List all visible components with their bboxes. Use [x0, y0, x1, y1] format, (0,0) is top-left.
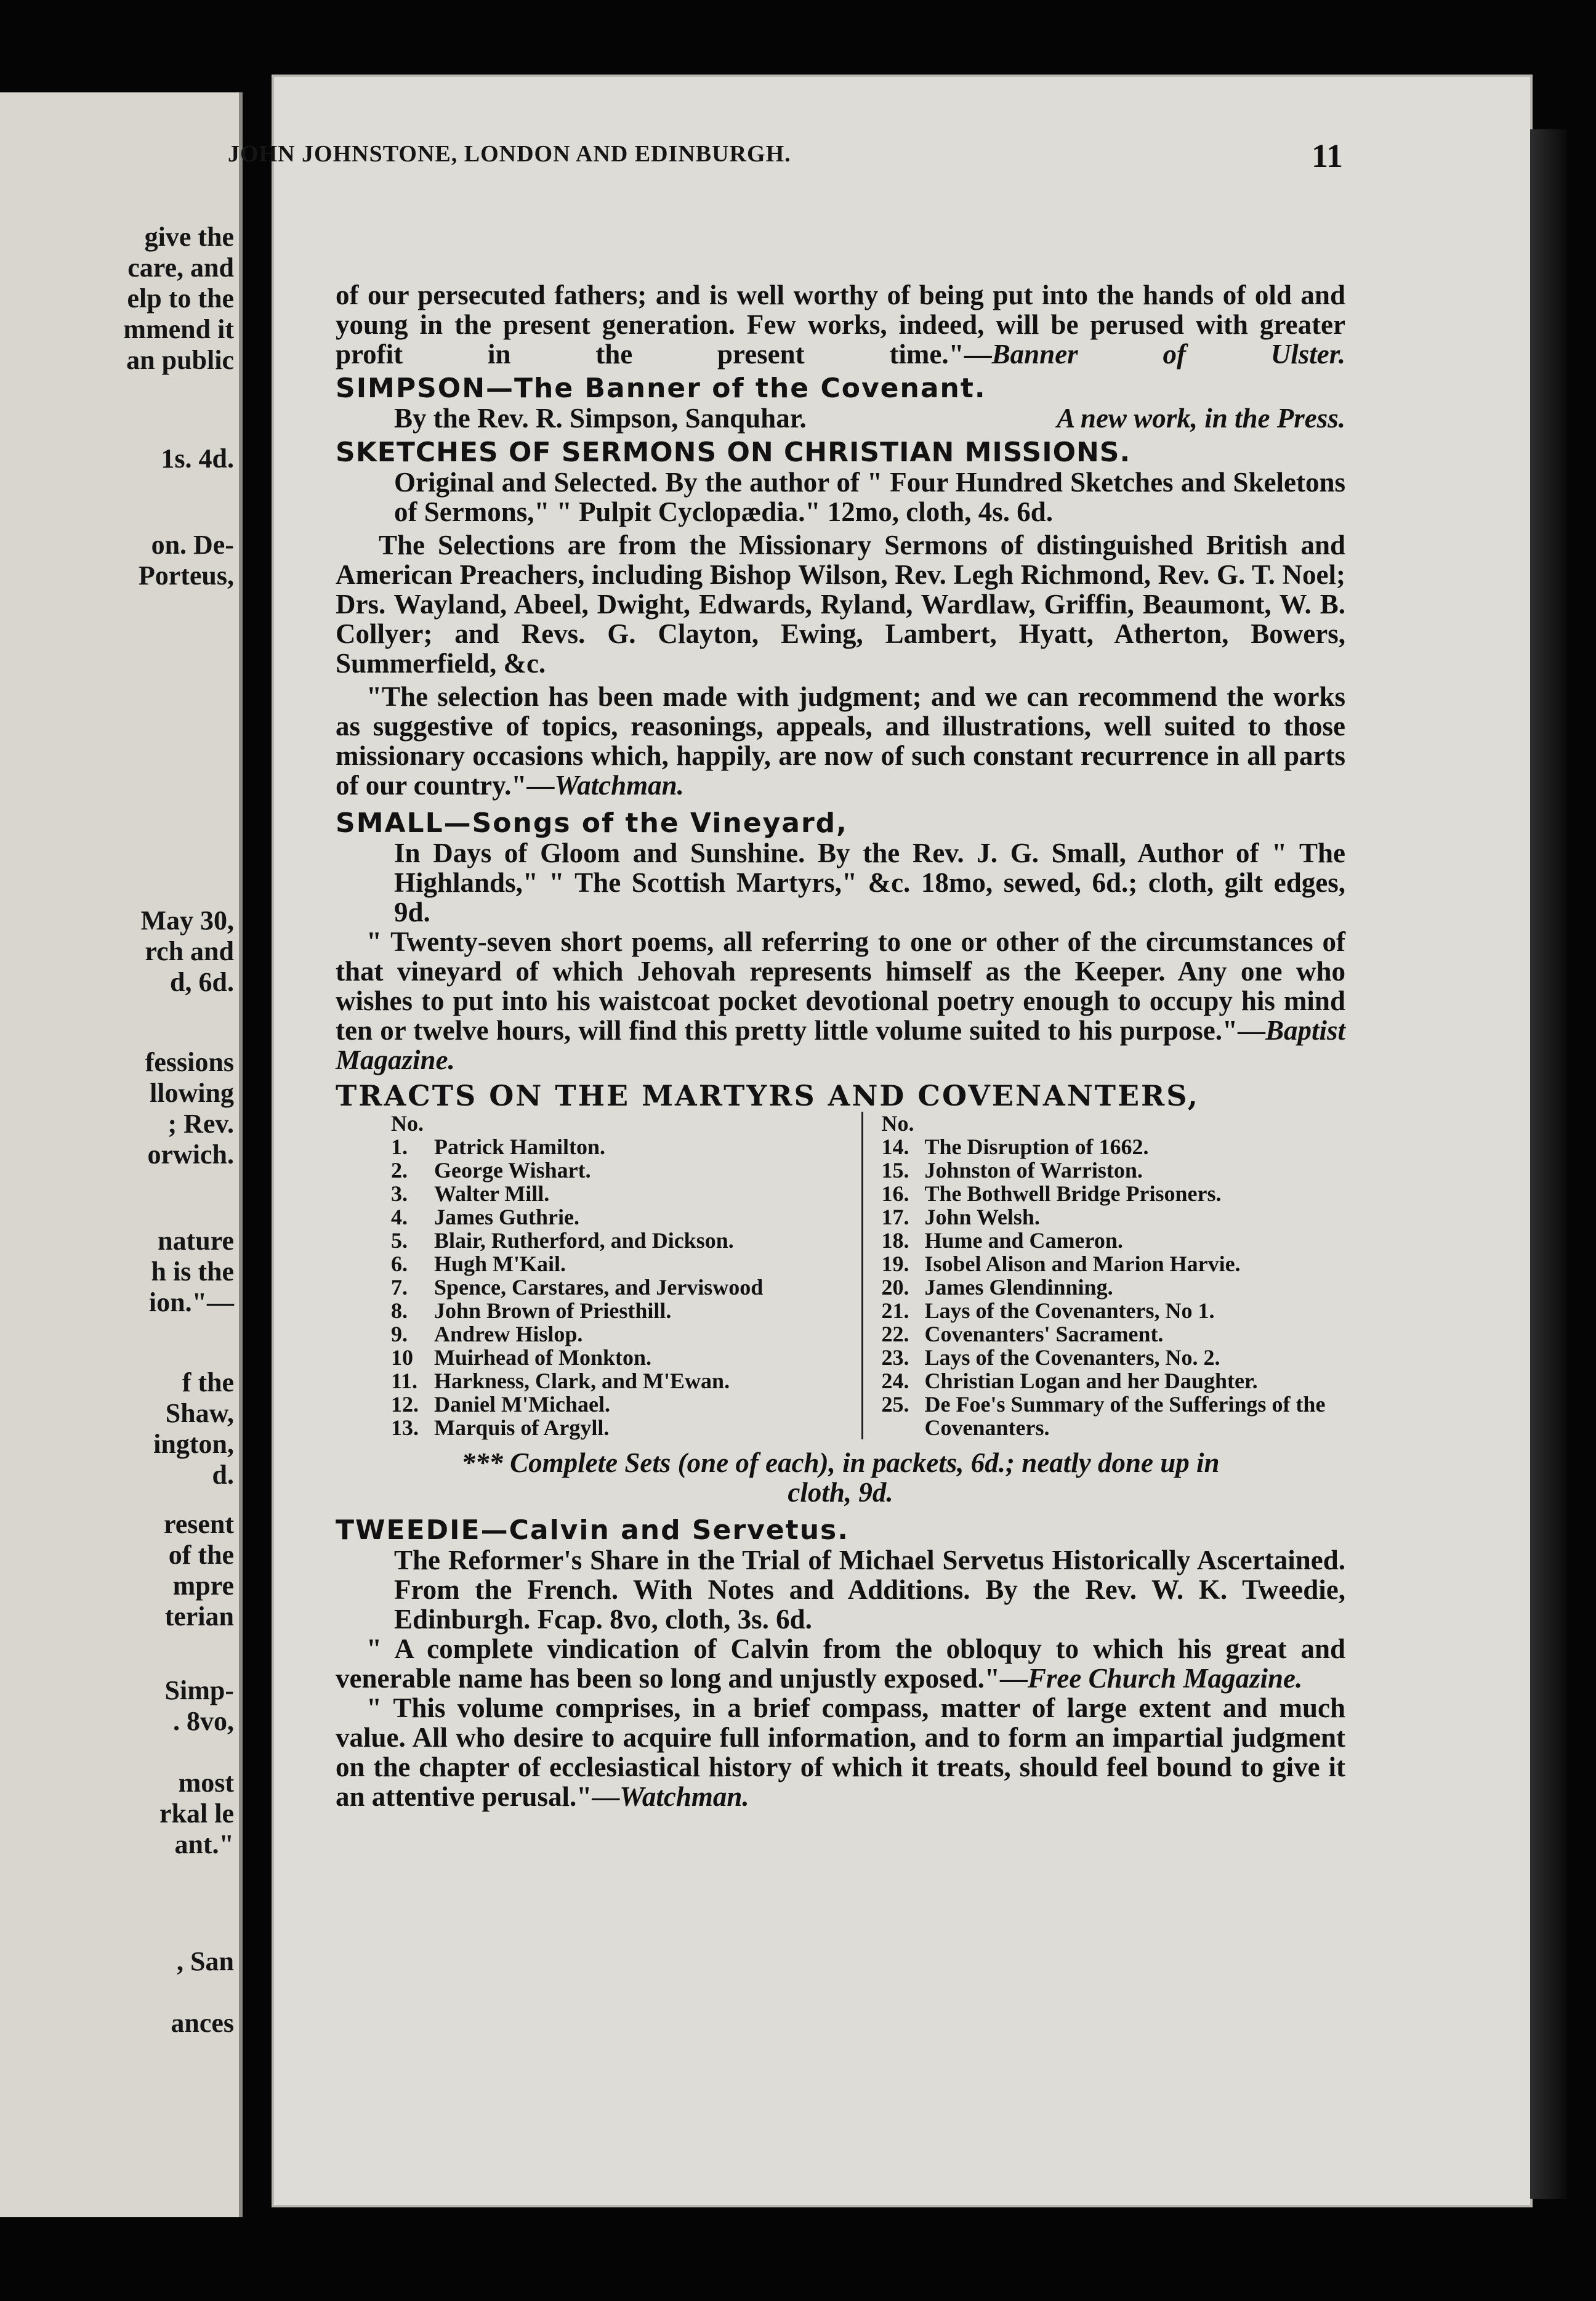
sketches-review-text: "The selection has been made with judgment; and we can recommend the works as suggestive of topics, reasonings, appeals, and illustrations, well suited to those missionary occasions which, happily, are now of such constant recurrence in all parts of our country."—: [336, 681, 1345, 801]
tract-item: [882, 1182, 1346, 1205]
tract-number: 8.: [391, 1298, 408, 1323]
continuation-text: [336, 280, 1345, 369]
tract-number: 6.: [391, 1252, 408, 1276]
tract-item: [882, 1322, 1346, 1346]
tract-item: [391, 1416, 855, 1439]
previous-page-line: d, 6d.: [170, 967, 234, 997]
previous-page-line: ant.": [174, 1829, 234, 1859]
tract-title: Isobel Alison and Marion Harvie.: [924, 1252, 1241, 1276]
simpson-byline: By the Rev. R. Simpson, Sanquhar.: [394, 403, 807, 434]
tweedie-review-1: [336, 1634, 1345, 1693]
previous-page-edge: [0, 92, 243, 2217]
previous-page-line: ion."—: [148, 1287, 234, 1317]
tract-number: 22.: [881, 1322, 909, 1346]
tract-number: 20.: [881, 1275, 909, 1300]
tracts-heading: TRACTS ON THE MARTYRS AND COVENANTERS,: [336, 1079, 1199, 1112]
tract-title: Muirhead of Monkton.: [434, 1345, 652, 1370]
tracts-column-left: [336, 1112, 863, 1439]
running-head: JOHN JOHNSTONE, LONDON AND EDINBURGH.: [228, 141, 791, 167]
tract-title: Blair, Rutherford, and Dickson.: [434, 1228, 734, 1253]
tract-number: 9.: [391, 1322, 408, 1346]
previous-page-line: , San: [177, 1946, 234, 1976]
tract-title: Covenanters' Sacrament.: [924, 1322, 1164, 1346]
tract-number: 10: [391, 1345, 413, 1370]
small-description: In Days of Gloom and Sunshine. By the Rev. J. G. Small, Author of " The Highlands," " The Scottish Martyrs," &c. 18mo, sewed, 6d.; cloth, gilt edges, 9d.: [394, 838, 1345, 928]
tract-title: The Disruption of 1662.: [924, 1134, 1149, 1159]
tract-title: James Glendinning.: [924, 1275, 1113, 1300]
previous-page-line: ; Rev.: [167, 1109, 234, 1139]
tract-number: 15.: [881, 1158, 909, 1183]
previous-page-line: resent: [163, 1509, 234, 1539]
tract-number: 13.: [391, 1415, 419, 1440]
tract-title: Lays of the Covenanters, No. 2.: [924, 1345, 1220, 1370]
tract-title: James Guthrie.: [434, 1205, 579, 1229]
small-review: [336, 927, 1345, 1075]
tract-title: Walter Mill.: [434, 1181, 550, 1206]
tract-item: [391, 1229, 855, 1252]
tract-number: 7.: [391, 1275, 408, 1300]
tract-item: [391, 1276, 855, 1299]
tract-number: 14.: [881, 1134, 909, 1159]
tract-item: [882, 1135, 1346, 1159]
page-number: 11: [1312, 137, 1344, 174]
tweedie-description: The Reformer's Share in the Trial of Michael Servetus Historically Ascertained. From the French. With Notes and Additions. By the Rev. W. K. Tweedie, Edinburgh. Fcap. 8vo, cloth, 3s. 6d.: [394, 1545, 1345, 1635]
tract-number: 12.: [391, 1392, 419, 1417]
tweedie-review-2-source: Watchman.: [619, 1781, 749, 1812]
sketches-selections: The Selections are from the Missionary Sermons of distinguished British and American Preachers, including Bishop Wilson, Rev. Legh Richmond, Rev. G. T. Noel; Drs. Wayland, Abeel, Dwight, Edwards, Ryland, Wardlaw, Griffin, Beaumont, W. B. Collyer; and Revs. G. Clayton, Ewing, Lambert, Hyatt, Atherton, Bowers, Summerfield, &c.: [336, 530, 1345, 679]
small-review-source: Baptist Magazine.: [336, 1015, 1345, 1075]
previous-page-line: ington,: [153, 1429, 234, 1459]
sketches-description: Original and Selected. By the author of " Four Hundred Sketches and Skeletons of Sermons," " Pulpit Cyclopædia." 12mo, cloth, 4s. 6d.: [394, 467, 1345, 527]
previous-page-line: orwich.: [147, 1139, 234, 1170]
tract-item: [391, 1346, 855, 1369]
tract-item: [391, 1369, 855, 1393]
previous-page-line: Porteus,: [138, 560, 234, 591]
previous-page-line: May 30,: [140, 905, 234, 936]
tract-title: Daniel M'Michael.: [434, 1392, 610, 1417]
previous-page-line: . 8vo,: [173, 1706, 234, 1736]
tract-title: The Bothwell Bridge Prisoners.: [924, 1181, 1222, 1206]
tract-number: 25.: [881, 1392, 909, 1417]
tract-item: [882, 1369, 1346, 1393]
previous-page-line: give the: [144, 222, 234, 252]
tract-item: [882, 1205, 1346, 1229]
previous-page-line: fessions: [145, 1047, 234, 1077]
complete-sets-line-2: cloth, 9d.: [788, 1477, 893, 1508]
previous-page-line: rch and: [145, 936, 234, 966]
continuation-source: Banner of Ulster.: [991, 339, 1346, 370]
tract-title: Marquis of Argyll.: [434, 1415, 610, 1440]
tract-item: [882, 1276, 1346, 1299]
previous-page-line: most: [178, 1768, 234, 1798]
previous-page-line: ances: [171, 2008, 234, 2038]
previous-page-line: Shaw,: [165, 1398, 234, 1428]
tract-title: Hugh M'Kail.: [434, 1252, 566, 1276]
previous-page-line: care, and: [127, 253, 234, 283]
tract-title: Christian Logan and her Daughter.: [924, 1369, 1258, 1393]
sketches-review-source: Watchman.: [554, 770, 684, 801]
tract-title: Harkness, Clark, and M'Ewan.: [434, 1369, 730, 1393]
tract-number: 23.: [881, 1345, 909, 1370]
tract-item: [391, 1299, 855, 1322]
previous-page-line: of the: [168, 1540, 234, 1570]
tract-item: [882, 1393, 1346, 1439]
tract-title: Hume and Cameron.: [924, 1228, 1123, 1253]
continuation-quote: of our persecuted fathers; and is well worthy of being put into the hands of old and young in the present generation. Few works, indeed, will be perused with greater profit in the present time."—: [336, 280, 1345, 370]
tract-title: Johnston of Warriston.: [924, 1158, 1143, 1183]
tract-item: [882, 1252, 1346, 1276]
tracts-column-right: [863, 1112, 1346, 1439]
tweedie-review-1-source: Free Church Magazine.: [1027, 1663, 1303, 1694]
page-body: [336, 280, 1345, 1811]
tract-title: Spence, Carstares, and Jerviswood: [434, 1275, 764, 1300]
tract-number: 18.: [881, 1228, 909, 1253]
tract-item: [391, 1393, 855, 1416]
tract-item: [882, 1229, 1346, 1252]
tract-number: 24.: [881, 1369, 909, 1393]
previous-page-line: 1s. 4d.: [161, 443, 234, 474]
tract-title: John Brown of Priesthill.: [434, 1298, 672, 1323]
tract-number: 3.: [391, 1181, 408, 1206]
previous-page-line: elp to the: [127, 283, 234, 313]
tract-number: 5.: [391, 1228, 408, 1253]
tweedie-review-2: [336, 1693, 1345, 1811]
tweedie-review-1-text: " A complete vindication of Calvin from the obloquy to which his great and venerable name has been so long and unjustly exposed."—: [336, 1633, 1345, 1694]
previous-page-line: d.: [212, 1460, 234, 1490]
previous-page-line: mpre: [172, 1571, 234, 1601]
tract-item: [882, 1159, 1346, 1182]
tract-item: [391, 1182, 855, 1205]
tract-number: 21.: [881, 1298, 909, 1323]
previous-page-line: terian: [164, 1601, 234, 1632]
simpson-line: [336, 403, 1345, 433]
tract-title: Lays of the Covenanters, No 1.: [924, 1298, 1215, 1323]
previous-page-line: h is the: [151, 1256, 234, 1287]
tract-number: 16.: [881, 1181, 909, 1206]
tract-title: John Welsh.: [924, 1205, 1040, 1229]
previous-page-line: an public: [126, 345, 234, 375]
tract-item: [391, 1252, 855, 1276]
tract-title: Andrew Hislop.: [434, 1322, 583, 1346]
sketches-review: [336, 682, 1345, 800]
tract-title: George Wishart.: [434, 1158, 591, 1183]
tract-item: [391, 1159, 855, 1182]
tract-number: 19.: [881, 1252, 909, 1276]
previous-page-line: on. De-: [151, 530, 234, 560]
tract-number: 17.: [881, 1205, 909, 1229]
previous-page-line: nature: [158, 1226, 234, 1256]
tract-item: [391, 1135, 855, 1159]
tract-number: 2.: [391, 1158, 408, 1183]
previous-page-line: Simp-: [164, 1675, 234, 1705]
tract-title: De Foe's Summary of the Sufferings of the Covenanters.: [924, 1392, 1326, 1440]
small-review-text: " Twenty-seven short poems, all referring to one or other of the circumstances of that vineyard of which Jehovah represents himself as the Keeper. Any one who wishes to put into his waistcoat pocket devotional poetry enough to occupy his mind ten or twelve hours, will find this pretty little volume suited to his purpose."—: [336, 926, 1345, 1046]
entry-heading-sketches: SKETCHES OF SERMONS ON CHRISTIAN MISSIONS.: [336, 437, 1131, 468]
tract-item: [882, 1299, 1346, 1322]
entry-heading-small: SMALL—Songs of the Vineyard,: [336, 807, 848, 839]
simpson-note: A new work, in the Press.: [1057, 403, 1345, 434]
tract-item: [391, 1322, 855, 1346]
previous-page-line: mmend it: [123, 314, 234, 344]
tracts-no-label: No.: [881, 1111, 914, 1136]
previous-page-line: llowing: [150, 1078, 234, 1108]
previous-page-line: rkal le: [159, 1798, 234, 1829]
tract-item: [882, 1346, 1346, 1369]
entry-heading-tweedie: TWEEDIE—Calvin and Servetus.: [336, 1514, 849, 1546]
complete-sets-line: *** Complete Sets (one of each), in packets, 6d.; neatly done up in: [461, 1447, 1220, 1478]
previous-page-line: f the: [182, 1367, 234, 1397]
tract-number: 1.: [391, 1134, 408, 1159]
tract-title: Patrick Hamilton.: [434, 1134, 605, 1159]
tract-number: 11.: [391, 1369, 418, 1393]
tweedie-review-2-text: " This volume comprises, in a brief compass, matter of large extent and much value. All who desire to acquire full information, and to form an impartial judgment on the chapter of ecclesiastical history of which it treats, should feel bound to give it an attentive perusal."—: [336, 1692, 1345, 1812]
page-edge-shadow: [1530, 129, 1567, 2199]
tract-number: 4.: [391, 1205, 408, 1229]
tract-item: [391, 1205, 855, 1229]
entry-heading-simpson: SIMPSON—The Banner of the Covenant.: [336, 373, 986, 404]
tracts-list: [336, 1112, 1345, 1439]
tracts-no-label: No.: [391, 1111, 424, 1136]
